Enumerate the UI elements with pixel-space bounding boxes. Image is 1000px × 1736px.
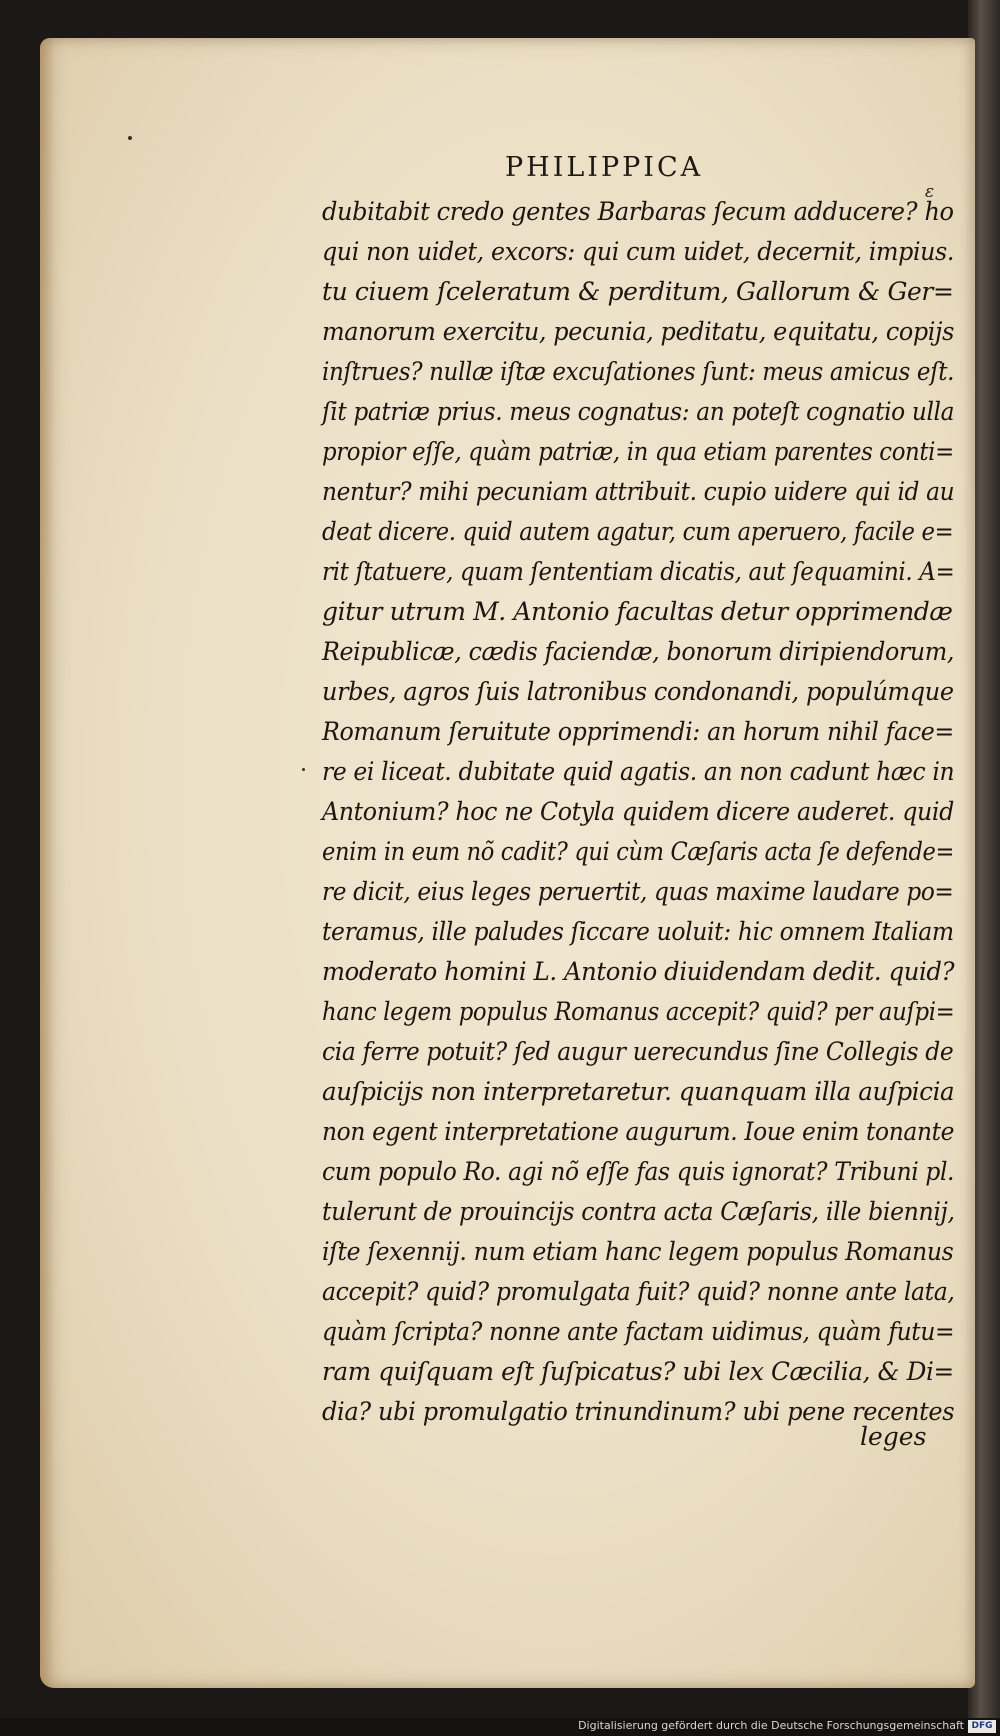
digitization-credit: Digitalisierung gefördert durch die Deutsche Forschungsgemeinschaft: [578, 1719, 964, 1732]
text-line: non egent interpretatione augurum. Ioue enim tonante: [322, 1117, 955, 1146]
text-line: cia ferre potuit? ſed augur uerecundus ſine Collegis de: [322, 1037, 954, 1066]
text-line: gitur utrum M. Antonio facultas detur opprimendæ: [322, 597, 953, 626]
text-line: ſit patriæ prius. meus cognatus: an poteſt cognatio ulla: [322, 397, 955, 426]
text-line: dubitabit credo gentes Barbaras ſecum adducere? ho: [322, 197, 954, 226]
text-line: hanc legem populus Romanus accepit? quid? per auſpi=: [322, 997, 955, 1026]
text-line: ram quiſquam eſt ſuſpicatus? ubi lex Cæcilia, & Di=: [322, 1357, 954, 1386]
text-line: Antonium? hoc ne Cotyla quidem dicere auderet. quid: [322, 797, 954, 826]
text-line: deat dicere. quid autem agatur, cum aperuero, facile e=: [322, 517, 954, 546]
text-line: tu ciuem ſceleratum & perditum, Gallorum & Ger=: [322, 277, 954, 306]
text-line: re dicit, eius leges peruertit, quas maxime laudare po=: [322, 877, 954, 906]
running-head: PHILIPPICA: [505, 152, 704, 183]
text-line: manorum exercitu, pecunia, peditatu, equitatu, copijs: [322, 317, 954, 346]
text-line: Romanum ſeruitute opprimendi: an horum nihil face=: [322, 717, 954, 746]
text-line: cum populo Ro. agi nõ eſſe fas quis ignorat? Tribuni pl.: [322, 1157, 955, 1186]
text-line: teramus, ille paludes ſiccare uoluit: hic omnem Italiam: [322, 917, 954, 946]
text-line: nentur? mihi pecuniam attribuit. cupio uidere qui id au: [322, 477, 955, 506]
text-line: propior eſſe, quàm patriæ, in qua etiam parentes conti=: [322, 437, 954, 466]
text-line: dia? ubi promulgatio trinundinum? ubi pene recentes: [322, 1397, 955, 1426]
text-line: Reipublicæ, cædis faciendæ, bonorum diripiendorum,: [322, 637, 955, 666]
text-line: auſpicijs non interpretaretur. quanquam illa auſpicia: [322, 1077, 955, 1106]
text-line: re ei liceat. dubitate quid agatis. an non cadunt hæc in: [322, 757, 955, 786]
catchword: leges: [860, 1422, 927, 1451]
page-gutter-shadow: [40, 38, 54, 1688]
text-line: enim in eum nõ cadit? qui cùm Cæſaris acta ſe defende=: [322, 837, 955, 866]
ink-speck: [128, 136, 132, 140]
signature-mark: ε: [925, 182, 935, 202]
ink-speck: [302, 768, 305, 771]
text-line: qui non uidet, excors: qui cum uidet, decernit, impius.: [322, 237, 955, 266]
text-line: iſte ſexennij. num etiam hanc legem populus Romanus: [322, 1237, 954, 1266]
text-line: moderato homini L. Antonio diuidendam dedit. quid?: [322, 957, 955, 986]
dfg-logo: DFG: [968, 1720, 996, 1733]
text-line: tulerunt de prouincijs contra acta Cæſaris, ille biennij,: [322, 1197, 955, 1226]
text-line: accepit? quid? promulgata fuit? quid? nonne ante lata,: [322, 1277, 955, 1306]
text-line: rit ſtatuere, quam ſententiam dicatis, aut ſequamini. A=: [322, 557, 955, 586]
text-line: inſtrues? nullæ iſtæ excuſationes ſunt: meus amicus eſt.: [322, 357, 955, 386]
text-line: quàm ſcripta? nonne ante factam uidimus, quàm futu=: [322, 1317, 955, 1346]
text-line: urbes, agros ſuis latronibus condonandi, populúmque: [322, 677, 954, 706]
